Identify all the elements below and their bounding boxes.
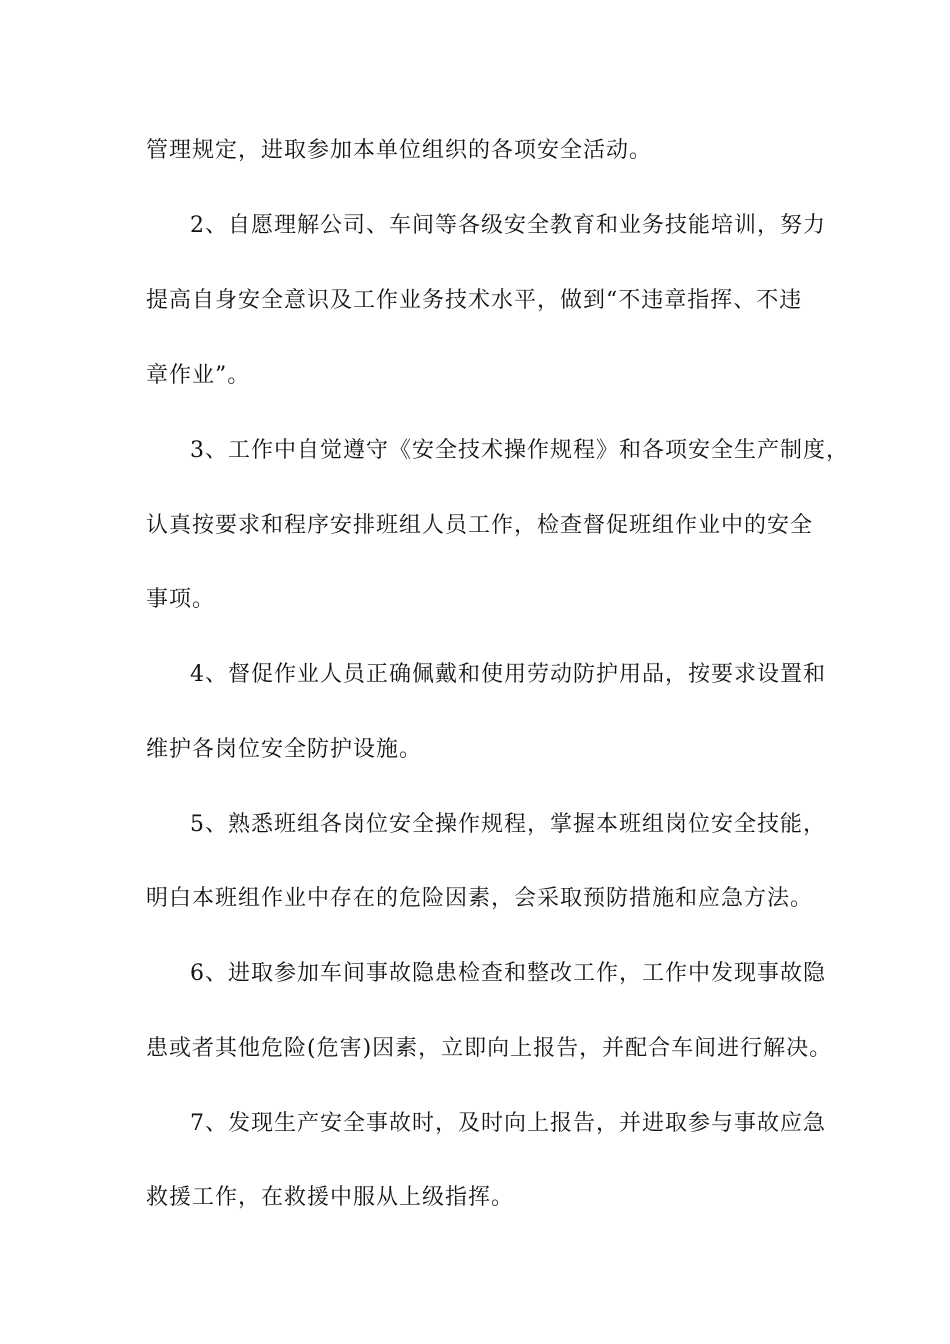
item-7-line-1: 7、发现生产安全事故时，及时向上报告，并进取参与事故应急 — [190, 1111, 826, 1136]
item-5-line-1: 5、熟悉班组各岗位安全操作规程，掌握本班组岗位安全技能， — [190, 812, 826, 837]
item-7-line-2: 救援工作，在救援中服从上级指挥。 — [146, 1185, 515, 1210]
item-3-line-1: 3、工作中自觉遵守《安全技术操作规程》和各项安全生产制度， — [190, 438, 849, 463]
item-6-line-1: 6、进取参加车间事故隐患检查和整改工作，工作中发现事故隐 — [190, 961, 826, 986]
item-4-line-1: 4、督促作业人员正确佩戴和使用劳动防护用品，按要求设置和 — [190, 662, 826, 687]
item-4-line-2: 维护各岗位安全防护设施。 — [146, 737, 423, 762]
item-5-line-2: 明白本班组作业中存在的危险因素，会采取预防措施和应急方法。 — [146, 886, 814, 911]
item-3-line-2: 认真按要求和程序安排班组人员工作，检查督促班组作业中的安全 — [146, 513, 814, 538]
item-2-line-1: 2、自愿理解公司、车间等各级安全教育和业务技能培训，努力 — [190, 213, 826, 238]
item-2-line-2: 提高自身安全意识及工作业务技术水平，做到“不违章指挥、不违 — [146, 288, 803, 313]
item-2-line-3: 章作业”。 — [146, 363, 251, 388]
item-6-line-2: 患或者其他危险(危害)因素，立即向上报告，并配合车间进行解决。 — [146, 1036, 833, 1061]
item-3-line-3: 事项。 — [146, 587, 216, 612]
text-line-1: 管理规定，进取参加本单位组织的各项安全活动。 — [146, 138, 653, 163]
